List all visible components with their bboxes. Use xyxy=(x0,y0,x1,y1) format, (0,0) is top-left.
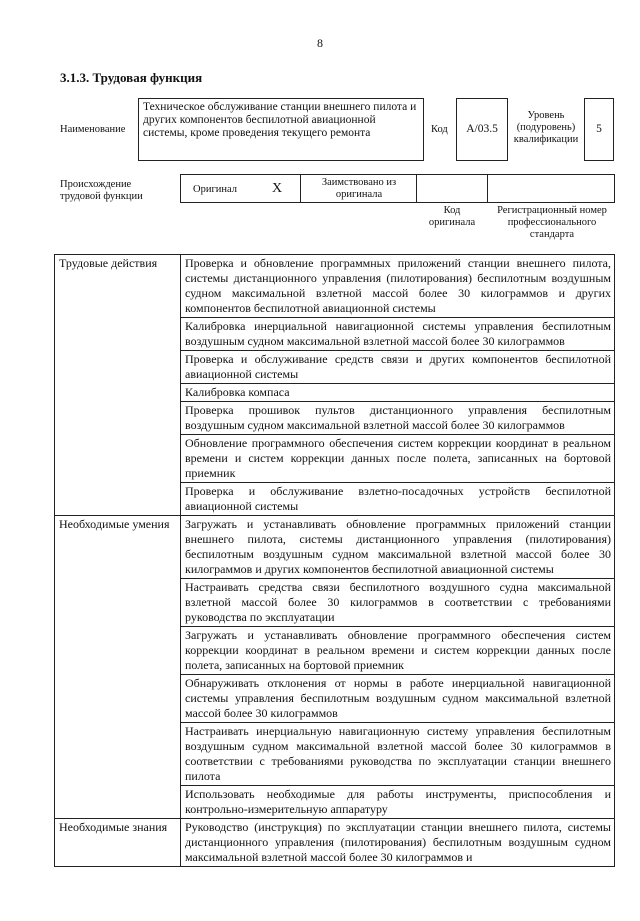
original-label: Оригинал xyxy=(193,184,237,195)
page-number: 8 xyxy=(317,36,323,50)
origin-divider-2 xyxy=(416,174,417,203)
code-box xyxy=(456,98,508,161)
origin-divider-1 xyxy=(300,174,301,203)
level-value: 5 xyxy=(596,123,602,135)
name-box xyxy=(138,98,424,161)
origin-divider-3 xyxy=(487,174,488,203)
row-item-text: Проверка и обслуживание взлетно-посадочных устройств беспилотной авиационной системы xyxy=(181,483,615,516)
row-item-text: Руководство (инструкция) по эксплуатации станции внешнего пилота, системы дистанционного управления (пилотирования) беспилотным воздушным судном максимальной взлетной массой более 30 килограммов и xyxy=(181,819,615,867)
row-item-text: Обновление программного обеспечения систем коррекции координат в реальном времени и систем коррекции данных после полета, записанных на бортовой приемник xyxy=(181,435,615,483)
code-original-caption: Код оригинала xyxy=(428,205,476,228)
row-item-text: Калибровка компаса xyxy=(181,384,615,402)
main-table xyxy=(54,254,615,867)
origin-label: Происхождение трудовой функции xyxy=(60,179,143,202)
row-item-text: Проверка и обслуживание средств связи и других компонентов беспилотной авиационной системы xyxy=(181,351,615,384)
row-item-text: Загружать и устанавливать обновление программных приложений станции внешнего пилота, системы дистанционного управления (пилотирования) беспилотным воздушным судном максимальной взлетной массой более 30 килограммов и других компонентов беспилотной авиационной системы xyxy=(181,516,615,579)
row-item-text: Загружать и устанавливать обновление программного обеспечения систем коррекции координат в реальном времени и систем коррекции данных после полета, записанных на бортовой приемник xyxy=(181,627,615,675)
borrowed-label: Заимствовано из оригинала xyxy=(321,177,397,200)
table-row xyxy=(55,516,615,579)
level-box xyxy=(584,98,614,161)
row-category-label: Трудовые действия xyxy=(55,255,181,516)
row-item-text: Калибровка инерциальной навигационной системы управления беспилотным воздушным судном максимальной взлетной массой более 30 килограммов xyxy=(181,318,615,351)
row-item-text: Обнаруживать отклонения от нормы в работе инерциальной навигационной системы управления беспилотным воздушным судном максимальной взлетной массой более 30 килограммов xyxy=(181,675,615,723)
row-item-text: Использовать необходимые для работы инструменты, приспособления и контрольно-измерительную аппаратуру xyxy=(181,786,615,819)
section-title: 3.1.3. Трудовая функция xyxy=(60,70,203,85)
table-row xyxy=(55,819,615,867)
original-mark: X xyxy=(272,181,283,196)
row-item-text: Проверка и обновление программных приложений станции внешнего пилота, системы дистанционного управления (пилотирования) беспилотным воздушным судном максимальной взлетной массой более 30 килограммов и других компонентов беспилотной авиационной системы xyxy=(181,255,615,318)
row-item-text: Проверка прошивок пультов дистанционного управления беспилотным воздушным судном максимальной взлетной массой более 30 килограммов xyxy=(181,402,615,435)
name-label: Наименование xyxy=(60,124,126,135)
row-item-text: Настраивать средства связи беспилотного воздушного судна максимальной взлетной массой более 30 килограммов в соответствии с требованиями руководства по эксплуатации xyxy=(181,579,615,627)
row-category-label: Необходимые умения xyxy=(55,516,181,819)
name-value: Техническое обслуживание станции внешнего пилота и других компонентов беспилотной авиационной системы, кроме проведения текущего ремонта xyxy=(143,101,417,139)
row-item-text: Настраивать инерциальную навигационную систему управления беспилотным воздушным судном максимальной взлетной массой более 30 килограммов в соответствии с требованиями руководства по эксплуатации станции внешнего пилота xyxy=(181,723,615,786)
reg-number-caption: Регистрационный номер профессионального стандарта xyxy=(497,205,607,240)
table-row xyxy=(55,255,615,318)
row-category-label: Необходимые знания xyxy=(55,819,181,867)
code-value: А/03.5 xyxy=(466,123,498,135)
code-label: Код xyxy=(431,124,448,135)
level-label: Уровень (подуровень) квалификации xyxy=(513,110,579,145)
